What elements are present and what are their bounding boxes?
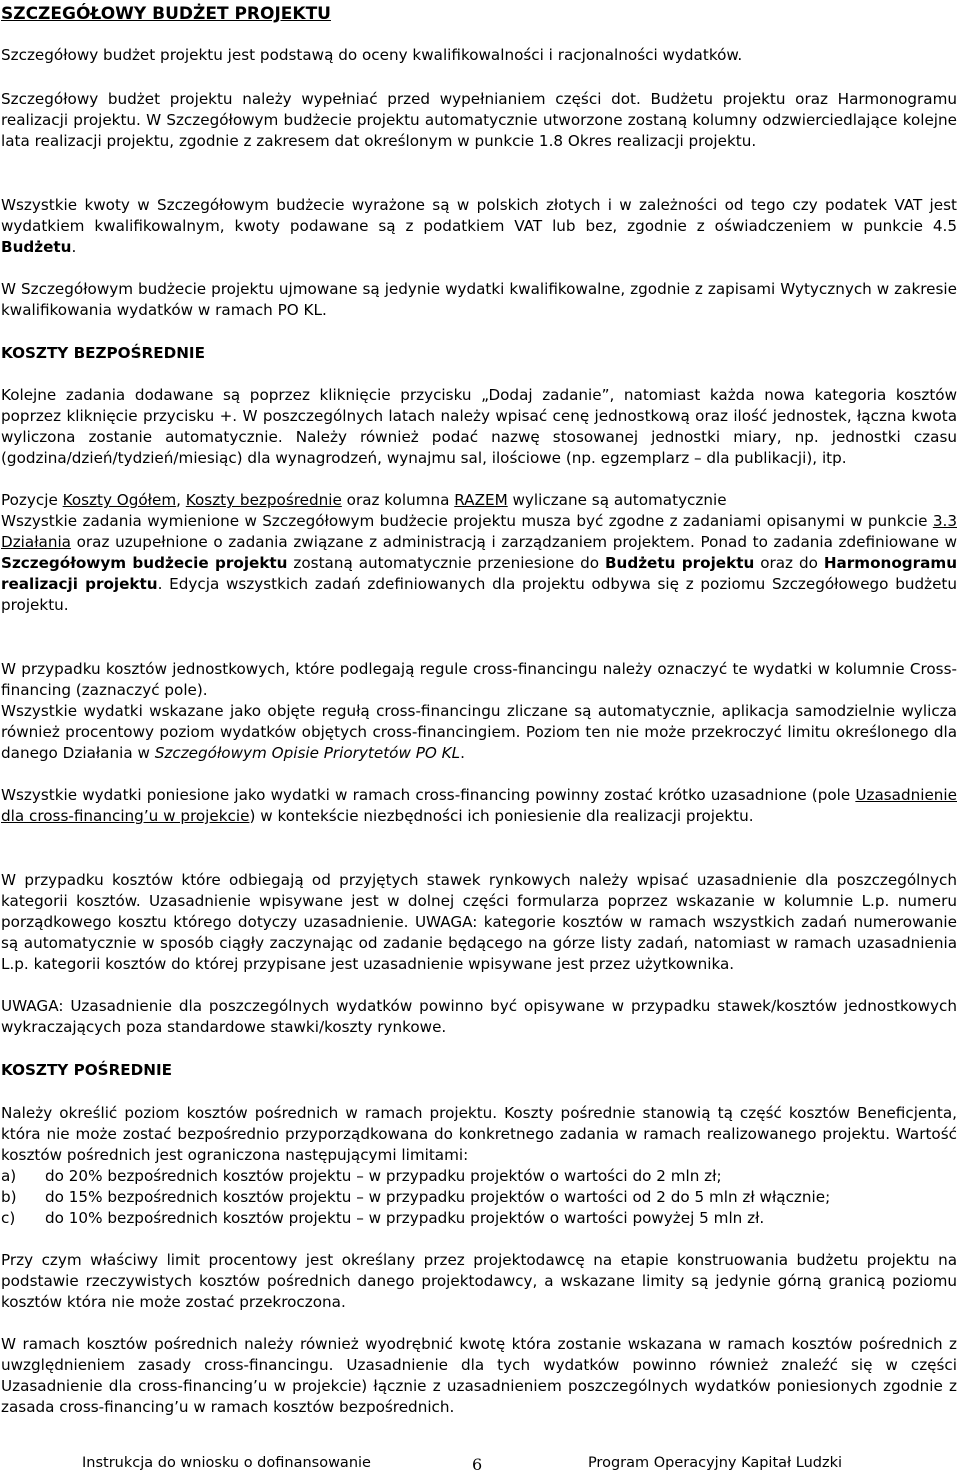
page-number: 6 [472, 1455, 483, 1474]
intro-paragraph-2: Szczegółowy budżet projektu należy wypełniać przed wypełnianiem części dot. Budżetu projektu oraz Harmonogramu realizacji projektu. W Szczegółowym budżecie projektu automatycznie utworzone zostaną kolumny odzwierciedlające kolejne lata realizacji projektu, zgodnie z zakresem dat określonym w punkcie 1.8 Okres realizacji projektu. [1, 90, 957, 150]
page-title: SZCZEGÓŁOWY BUDŻET PROJEKTU [1, 4, 331, 24]
list-item [1, 1166, 957, 1187]
list-item-text: do 10% bezpośrednich kosztów projektu – w przypadku projektów o wartości powyżej 5 mln zł. [45, 1209, 765, 1227]
page-footer [0, 1455, 960, 1475]
list-marker: a) [1, 1167, 17, 1185]
list-marker: c) [1, 1209, 16, 1227]
intro-paragraph-1: Szczegółowy budżet projektu jest podstawą do oceny kwalifikowalności i racjonalności wydatków. [1, 46, 743, 64]
indirect-paragraph-3: W ramach kosztów pośrednich należy również wyodrębnić kwotę która zostanie wskazana w ramach kosztów pośrednich z uwzględnieniem zasady cross-financingu. Uzasadnienie dla tych wydatków powinno również znaleźć się w części Uzasadnienie dla cross-financing’u w projekcie) łącznie z uzasadnieniem poszczególnych wydatków poniesionych zgodnie z zasada cross-financing’u w ramach kosztów bezpośrednich. [1, 1335, 957, 1416]
intro-paragraph-4: W Szczegółowym budżecie projektu ujmowane są jedynie wydatki kwalifikowalne, zgodnie z zapisami Wytycznych w zakresie kwalifikowania wydatków w ramach PO KL. [1, 280, 957, 319]
direct-paragraph-8: UWAGA: Uzasadnienie dla poszczególnych wydatków powinno być opisywane w przypadku stawek/kosztów jednostkowych wykraczających poza standardowe stawki/koszty rynkowe. [1, 997, 957, 1036]
list-item [1, 1187, 957, 1208]
section-heading-indirect-costs: KOSZTY POŚREDNIE [1, 1061, 172, 1079]
direct-paragraph-2: Pozycje Koszty Ogółem, Koszty bezpośrednie oraz kolumna RAZEM wyliczane są automatycznie [1, 491, 727, 509]
limits-list [1, 1166, 957, 1229]
direct-paragraph-1: Kolejne zadania dodawane są poprzez kliknięcie przycisku „Dodaj zadanie”, natomiast każda nowa kategoria kosztów poprzez kliknięcie przycisku +. W poszczególnych latach należy wpisać cenę jednostkową oraz ilość jednostek, łączna kwota wyliczona zostanie automatycznie. Należy również podać nazwę stosowanej jednostki miary, np. jednostki czasu (godzina/dzień/tydzień/miesiąc) dla wynagrodzeń, wynajmu sal, ilościowe (np. egzemplarz – dla publikacji), itp. [1, 386, 957, 467]
list-marker: b) [1, 1188, 17, 1206]
direct-paragraph-3: Wszystkie zadania wymienione w Szczegółowym budżecie projektu musza być zgodne z zadaniami opisanymi w punkcie 3.3 Działania oraz uzupełnione o zadania związane z administracją i zarządzaniem projektem. Ponad to zadania zdefiniowane w Szczegółowym budżecie projektu zostaną automatycznie przeniesione do Budżetu projektu oraz do Harmonogramu realizacji projektu. Edycja wszystkich zadań zdefiniowanych dla projektu odbywa się z poziomu Szczegółowego budżetu projektu. [1, 512, 958, 614]
footer-program-name: Program Operacyjny Kapitał Ludzki [587, 1455, 842, 1471]
direct-paragraph-4: W przypadku kosztów jednostkowych, które podlegają regule cross-financingu należy oznaczyć te wydatki w kolumnie Cross-financing (zaznaczyć pole). [1, 660, 957, 699]
section-heading-direct-costs: KOSZTY BEZPOŚREDNIE [1, 344, 205, 362]
direct-paragraph-5: Wszystkie wydatki wskazane jako objęte regułą cross-financingu zliczane są automatycznie, aplikacja samodzielnie wylicza również procentowy poziom wydatków objętych cross-financingiem. Poziom ten nie może przekroczyć limitu określonego dla danego Działania w Szczegółowym Opisie Priorytetów PO KL. [1, 702, 957, 762]
indirect-paragraph-1: Należy określić poziom kosztów pośrednich w ramach projektu. Koszty pośrednie stanowią tą część kosztów Beneficjenta, która nie może zostać bezpośrednio przyporządkowana do konkretnego zadania w ramach realizowanego projektu. Wartość kosztów pośrednich jest ograniczona następującymi limitami: [1, 1104, 957, 1164]
indirect-paragraph-2: Przy czym właściwy limit procentowy jest określany przez projektodawcę na etapie konstruowania budżetu projektu na podstawie rzeczywistych kosztów pośrednich danego projektodawcy, a wskazane limity są jedynie górną granicą poziomu kosztów która nie może zostać przekroczona. [1, 1251, 957, 1311]
direct-paragraph-6: Wszystkie wydatki poniesione jako wydatki w ramach cross-financing powinny zostać krótko uzasadnione (pole Uzasadnienie dla cross-financing’u w projekcie) w kontekście niezbędności ich poniesienie dla realizacji projektu. [1, 786, 957, 825]
list-item-text: do 20% bezpośrednich kosztów projektu – w przypadku projektów o wartości do 2 mln zł; [45, 1167, 722, 1185]
list-item [1, 1208, 957, 1229]
list-item-text: do 15% bezpośrednich kosztów projektu – w przypadku projektów o wartości od 2 do 5 mln zł włącznie; [45, 1188, 831, 1206]
footer-document-title: Instrukcja do wniosku o dofinansowanie [82, 1455, 371, 1471]
intro-paragraph-3: Wszystkie kwoty w Szczegółowym budżecie wyrażone są w polskich złotych i w zależności od tego czy podatek VAT jest wydatkiem kwalifikowalnym, kwoty podawane są z podatkiem VAT lub bez, zgodnie z oświadczeniem w punkcie 4.5 Budżetu. [1, 196, 957, 256]
direct-paragraph-7: W przypadku kosztów które odbiegają od przyjętych stawek rynkowych należy wpisać uzasadnienie dla poszczególnych kategorii kosztów. Uzasadnienie wpisywane jest w dolnej części formularza poprzez wskazanie w kolumnie L.p. numeru porządkowego kosztu którego dotyczy uzasadnienie. UWAGA: kategorie kosztów w ramach wszystkich zadań numerowanie są automatycznie w sposób ciągły zaczynając od zadanie będącego na górze listy zadań, natomiast w ramach uzasadnienia L.p. kategorii kosztów do której przypisane jest uzasadnienie wpisywane jest przez użytkownika. [1, 871, 957, 973]
